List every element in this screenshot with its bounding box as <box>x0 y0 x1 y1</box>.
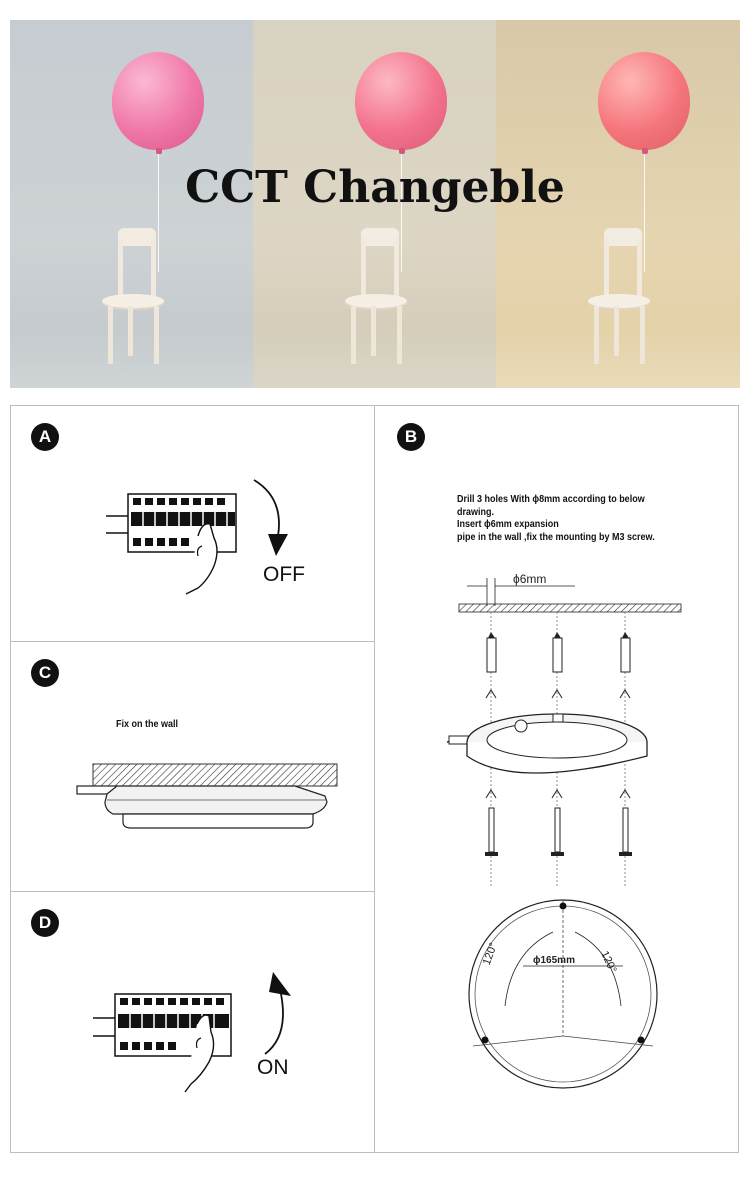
angle-left-label: 120° <box>480 941 500 967</box>
step-c <box>11 642 375 892</box>
hole-dimension: ϕ6mm <box>513 572 547 586</box>
diameter-label: ϕ165mm <box>533 955 575 966</box>
step-a-badge: A <box>31 423 59 451</box>
step-c-badge: C <box>31 659 59 687</box>
angle-right-label: 120° <box>598 949 619 975</box>
balloon-image <box>355 52 447 150</box>
banner-title: CCT Changeble <box>185 162 565 213</box>
fix-wall-caption: Fix on the wall <box>116 719 179 730</box>
hole-layout-diagram <box>453 896 673 1096</box>
step-b <box>375 406 738 1152</box>
cct-banner <box>10 20 740 388</box>
chair-image <box>584 228 654 368</box>
instruction-line: drawing. <box>457 506 495 518</box>
mounting-diagram <box>395 576 725 876</box>
installation-steps <box>10 405 739 1153</box>
breaker-off-icon <box>106 476 346 616</box>
drill-instructions <box>457 494 718 544</box>
balloon-image <box>598 52 690 150</box>
chair-image <box>98 228 168 368</box>
instruction-line: pipe in the wall ,fix the mounting by M3 screw. <box>457 531 655 543</box>
balloon-image <box>112 52 204 150</box>
instruction-line: Insert ϕ6mm expansion <box>457 519 559 530</box>
instruction-line: Drill 3 holes With ϕ8mm according to below <box>457 494 645 505</box>
step-d <box>11 892 375 1152</box>
step-a <box>11 406 375 642</box>
wall-mount-diagram <box>77 760 347 850</box>
breaker-on-icon <box>93 958 333 1108</box>
off-label: OFF <box>263 563 305 586</box>
step-d-badge: D <box>31 909 59 937</box>
step-b-badge: B <box>397 423 425 451</box>
on-label: ON <box>257 1056 289 1079</box>
chair-image <box>341 228 411 368</box>
